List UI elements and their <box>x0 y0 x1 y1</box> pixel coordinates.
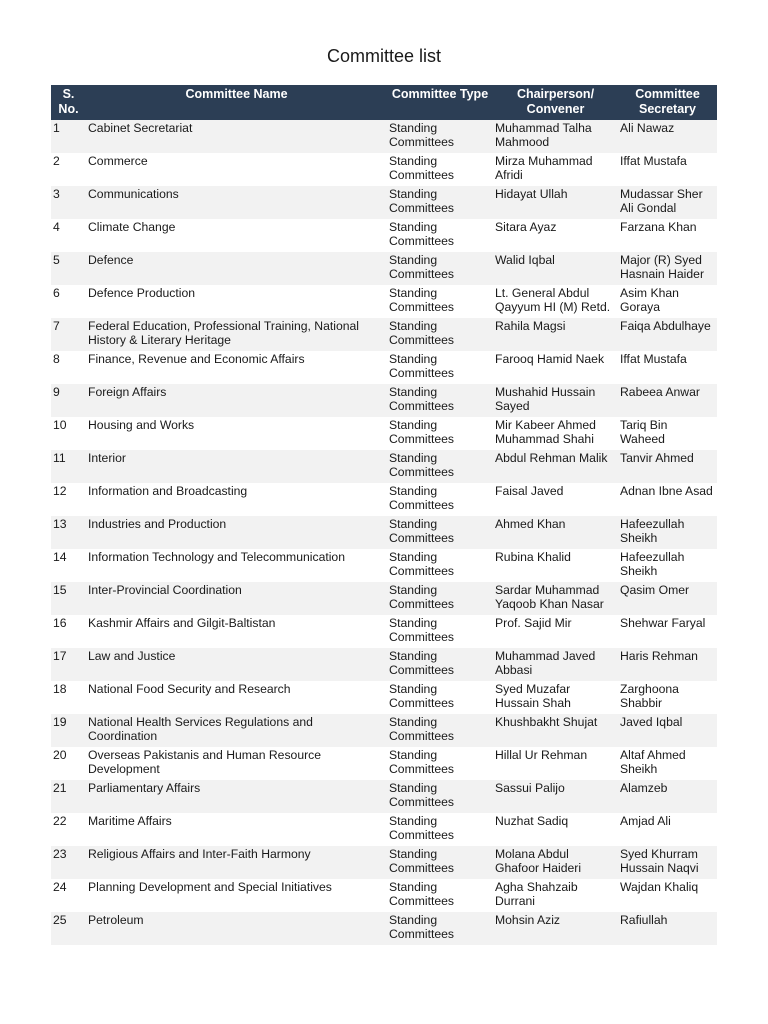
cell-secretary: Farzana Khan <box>618 219 717 252</box>
cell-committee-name: Commerce <box>86 153 387 186</box>
cell-committee-name: Interior <box>86 450 387 483</box>
cell-committee-name: Cabinet Secretariat <box>86 120 387 153</box>
cell-committee-name: Religious Affairs and Inter-Faith Harmony <box>86 846 387 879</box>
committee-table <box>51 85 717 945</box>
cell-committee-type: Standing Committees <box>387 153 493 186</box>
cell-chairperson: Mushahid Hussain Sayed <box>493 384 618 417</box>
cell-secretary: Wajdan Khaliq <box>618 879 717 912</box>
table-row <box>51 813 717 846</box>
table-row <box>51 714 717 747</box>
cell-committee-name: Kashmir Affairs and Gilgit-Baltistan <box>86 615 387 648</box>
cell-chairperson: Ahmed Khan <box>493 516 618 549</box>
cell-serial-no: 18 <box>51 681 86 714</box>
cell-serial-no: 8 <box>51 351 86 384</box>
cell-chairperson: Hidayat Ullah <box>493 186 618 219</box>
cell-committee-type: Standing Committees <box>387 780 493 813</box>
cell-serial-no: 16 <box>51 615 86 648</box>
table-row <box>51 747 717 780</box>
cell-serial-no: 7 <box>51 318 86 351</box>
cell-chairperson: Mohsin Aziz <box>493 912 618 945</box>
table-row <box>51 153 717 186</box>
cell-chairperson: Molana Abdul Ghafoor Haideri <box>493 846 618 879</box>
cell-serial-no: 9 <box>51 384 86 417</box>
cell-serial-no: 6 <box>51 285 86 318</box>
table-row <box>51 879 717 912</box>
header-secretary: Committee Secretary <box>618 85 717 120</box>
cell-serial-no: 14 <box>51 549 86 582</box>
cell-secretary: Shehwar Faryal <box>618 615 717 648</box>
table-row <box>51 219 717 252</box>
cell-committee-name: Maritime Affairs <box>86 813 387 846</box>
cell-committee-name: Parliamentary Affairs <box>86 780 387 813</box>
cell-committee-type: Standing Committees <box>387 747 493 780</box>
cell-chairperson: Agha Shahzaib Durrani <box>493 879 618 912</box>
cell-secretary: Iffat Mustafa <box>618 153 717 186</box>
cell-chairperson: Muhammad Talha Mahmood <box>493 120 618 153</box>
cell-committee-type: Standing Committees <box>387 384 493 417</box>
header-serial-no: S. No. <box>51 85 86 120</box>
cell-committee-name: Information and Broadcasting <box>86 483 387 516</box>
cell-committee-type: Standing Committees <box>387 714 493 747</box>
cell-secretary: Haris Rehman <box>618 648 717 681</box>
cell-secretary: Iffat Mustafa <box>618 351 717 384</box>
cell-committee-name: National Health Services Regulations and Coordination <box>86 714 387 747</box>
cell-secretary: Rafiullah <box>618 912 717 945</box>
table-row <box>51 252 717 285</box>
cell-committee-name: Communications <box>86 186 387 219</box>
cell-secretary: Hafeezullah Sheikh <box>618 516 717 549</box>
cell-serial-no: 10 <box>51 417 86 450</box>
header-chairperson: Chairperson/ Convener <box>493 85 618 120</box>
cell-secretary: Adnan Ibne Asad <box>618 483 717 516</box>
cell-committee-name: Petroleum <box>86 912 387 945</box>
cell-chairperson: Abdul Rehman Malik <box>493 450 618 483</box>
cell-secretary: Syed Khurram Hussain Naqvi <box>618 846 717 879</box>
cell-committee-name: Defence <box>86 252 387 285</box>
cell-chairperson: Faisal Javed <box>493 483 618 516</box>
table-row <box>51 120 717 153</box>
cell-chairperson: Nuzhat Sadiq <box>493 813 618 846</box>
cell-committee-name: Overseas Pakistanis and Human Resource Development <box>86 747 387 780</box>
cell-committee-name: Finance, Revenue and Economic Affairs <box>86 351 387 384</box>
cell-secretary: Tariq Bin Waheed <box>618 417 717 450</box>
cell-committee-type: Standing Committees <box>387 483 493 516</box>
cell-secretary: Major (R) Syed Hasnain Haider <box>618 252 717 285</box>
cell-chairperson: Prof. Sajid Mir <box>493 615 618 648</box>
cell-committee-name: Information Technology and Telecommunication <box>86 549 387 582</box>
table-row <box>51 417 717 450</box>
table-row <box>51 186 717 219</box>
cell-secretary: Asim Khan Goraya <box>618 285 717 318</box>
cell-committee-type: Standing Committees <box>387 285 493 318</box>
cell-chairperson: Khushbakht Shujat <box>493 714 618 747</box>
cell-chairperson: Sitara Ayaz <box>493 219 618 252</box>
table-row <box>51 318 717 351</box>
cell-secretary: Altaf Ahmed Sheikh <box>618 747 717 780</box>
cell-secretary: Zarghoona Shabbir <box>618 681 717 714</box>
cell-serial-no: 25 <box>51 912 86 945</box>
cell-serial-no: 1 <box>51 120 86 153</box>
cell-chairperson: Hillal Ur Rehman <box>493 747 618 780</box>
cell-serial-no: 13 <box>51 516 86 549</box>
cell-committee-name: Federal Education, Professional Training, National History & Literary Heritage <box>86 318 387 351</box>
cell-secretary: Alamzeb <box>618 780 717 813</box>
header-committee-type: Committee Type <box>387 85 493 120</box>
table-row <box>51 285 717 318</box>
table-row <box>51 615 717 648</box>
page-title: Committee list <box>326 46 442 66</box>
cell-secretary: Javed Iqbal <box>618 714 717 747</box>
cell-committee-type: Standing Committees <box>387 252 493 285</box>
cell-serial-no: 22 <box>51 813 86 846</box>
table-row <box>51 582 717 615</box>
table-row <box>51 483 717 516</box>
cell-committee-type: Standing Committees <box>387 318 493 351</box>
cell-committee-type: Standing Committees <box>387 681 493 714</box>
cell-serial-no: 21 <box>51 780 86 813</box>
cell-secretary: Rabeea Anwar <box>618 384 717 417</box>
cell-chairperson: Mirza Muhammad Afridi <box>493 153 618 186</box>
cell-committee-type: Standing Committees <box>387 120 493 153</box>
cell-serial-no: 2 <box>51 153 86 186</box>
cell-committee-name: Defence Production <box>86 285 387 318</box>
cell-secretary: Tanvir Ahmed <box>618 450 717 483</box>
cell-committee-type: Standing Committees <box>387 417 493 450</box>
cell-committee-type: Standing Committees <box>387 549 493 582</box>
table-row <box>51 549 717 582</box>
cell-chairperson: Walid Iqbal <box>493 252 618 285</box>
cell-committee-type: Standing Committees <box>387 846 493 879</box>
cell-serial-no: 17 <box>51 648 86 681</box>
cell-secretary: Amjad Ali <box>618 813 717 846</box>
cell-serial-no: 3 <box>51 186 86 219</box>
cell-serial-no: 11 <box>51 450 86 483</box>
cell-secretary: Faiqa Abdulhaye <box>618 318 717 351</box>
cell-secretary: Mudassar Sher Ali Gondal <box>618 186 717 219</box>
cell-serial-no: 5 <box>51 252 86 285</box>
cell-committee-name: Foreign Affairs <box>86 384 387 417</box>
cell-committee-name: Law and Justice <box>86 648 387 681</box>
cell-committee-type: Standing Committees <box>387 186 493 219</box>
cell-committee-type: Standing Committees <box>387 582 493 615</box>
cell-committee-type: Standing Committees <box>387 813 493 846</box>
table-row <box>51 912 717 945</box>
cell-serial-no: 24 <box>51 879 86 912</box>
cell-committee-type: Standing Committees <box>387 648 493 681</box>
cell-committee-type: Standing Committees <box>387 450 493 483</box>
cell-chairperson: Farooq Hamid Naek <box>493 351 618 384</box>
cell-committee-type: Standing Committees <box>387 879 493 912</box>
header-committee-name: Committee Name <box>86 85 387 120</box>
cell-committee-name: Planning Development and Special Initiatives <box>86 879 387 912</box>
cell-serial-no: 19 <box>51 714 86 747</box>
cell-serial-no: 15 <box>51 582 86 615</box>
cell-committee-type: Standing Committees <box>387 912 493 945</box>
cell-committee-type: Standing Committees <box>387 615 493 648</box>
cell-secretary: Qasim Omer <box>618 582 717 615</box>
cell-chairperson: Muhammad Javed Abbasi <box>493 648 618 681</box>
cell-chairperson: Sardar Muhammad Yaqoob Khan Nasar <box>493 582 618 615</box>
cell-serial-no: 20 <box>51 747 86 780</box>
cell-committee-name: Climate Change <box>86 219 387 252</box>
cell-secretary: Hafeezullah Sheikh <box>618 549 717 582</box>
cell-serial-no: 4 <box>51 219 86 252</box>
table-row <box>51 648 717 681</box>
table-row <box>51 846 717 879</box>
cell-committee-name: National Food Security and Research <box>86 681 387 714</box>
cell-committee-name: Housing and Works <box>86 417 387 450</box>
table-row <box>51 681 717 714</box>
cell-committee-type: Standing Committees <box>387 219 493 252</box>
cell-committee-type: Standing Committees <box>387 351 493 384</box>
table-row <box>51 450 717 483</box>
cell-chairperson: Mir Kabeer Ahmed Muhammad Shahi <box>493 417 618 450</box>
table-row <box>51 384 717 417</box>
cell-committee-name: Inter-Provincial Coordination <box>86 582 387 615</box>
table-row <box>51 351 717 384</box>
cell-secretary: Ali Nawaz <box>618 120 717 153</box>
cell-chairperson: Rubina Khalid <box>493 549 618 582</box>
cell-chairperson: Sassui Palijo <box>493 780 618 813</box>
cell-committee-type: Standing Committees <box>387 516 493 549</box>
table-header-row <box>51 85 717 120</box>
cell-serial-no: 12 <box>51 483 86 516</box>
cell-serial-no: 23 <box>51 846 86 879</box>
cell-chairperson: Syed Muzafar Hussain Shah <box>493 681 618 714</box>
table-row <box>51 780 717 813</box>
cell-chairperson: Rahila Magsi <box>493 318 618 351</box>
table-row <box>51 516 717 549</box>
cell-committee-name: Industries and Production <box>86 516 387 549</box>
cell-chairperson: Lt. General Abdul Qayyum HI (M) Retd. <box>493 285 618 318</box>
